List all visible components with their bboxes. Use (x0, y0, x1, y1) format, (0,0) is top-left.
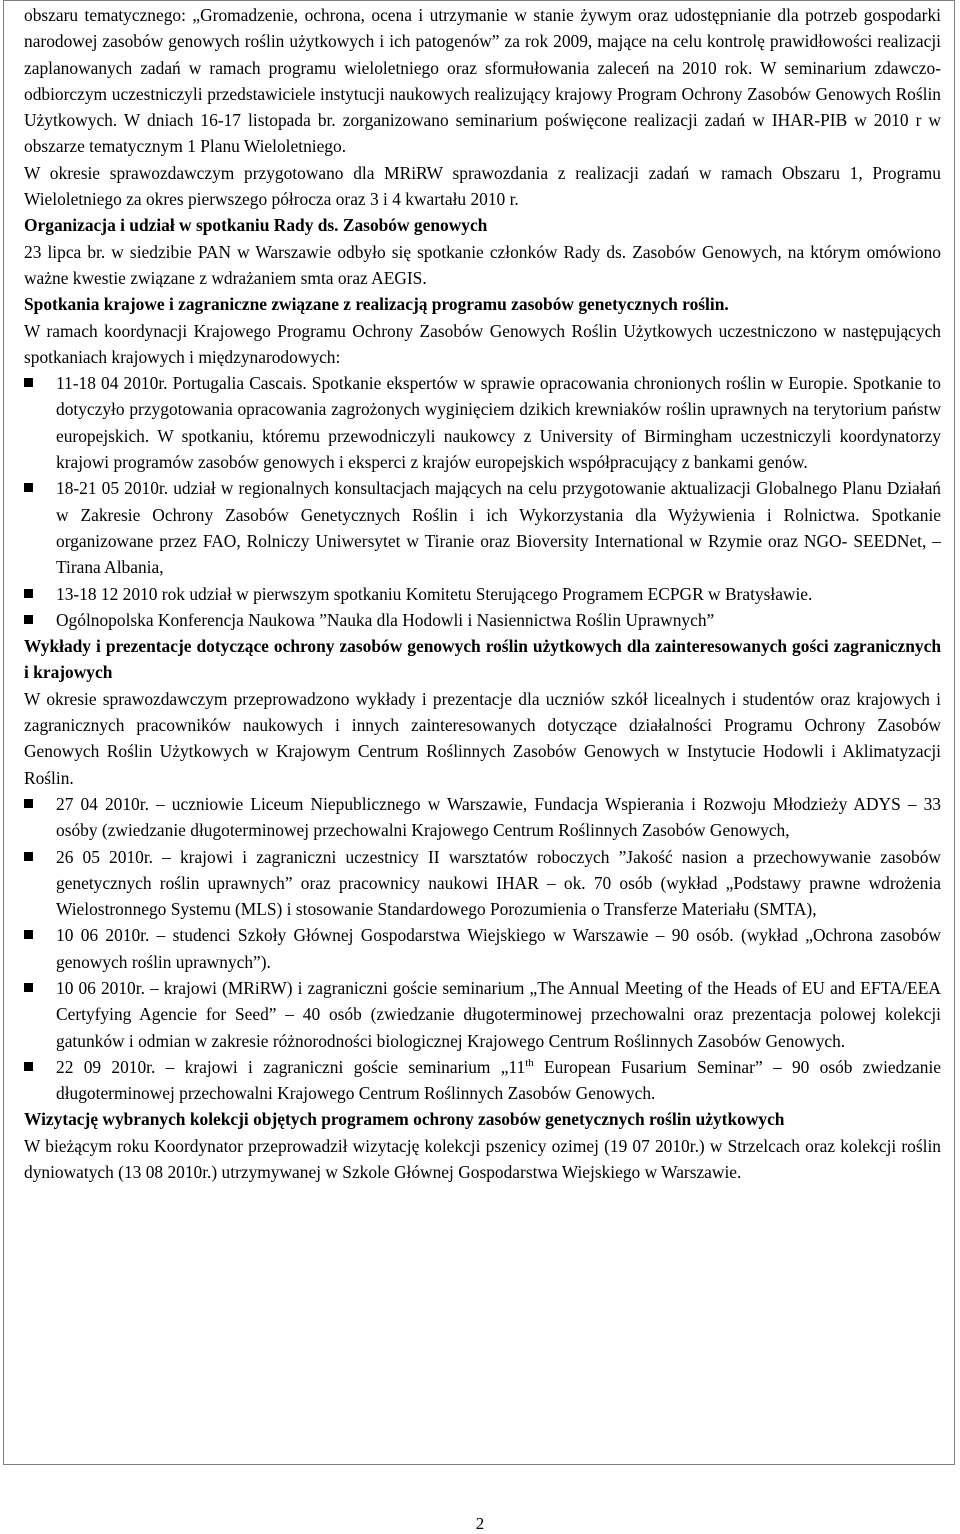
wyklady-heading: Wykłady i prezentacje dotyczące ochrony zasobów genowych roślin użytkowych dla zainteresowanych gości zagranicznych i krajowych (24, 636, 941, 683)
square-bullet-icon (24, 852, 33, 861)
square-bullet-icon (24, 483, 33, 492)
square-bullet-icon (24, 378, 33, 387)
square-bullet-icon (24, 799, 33, 808)
spotkania-intro: W ramach koordynacji Krajowego Programu Ochrony Zasobów Genowych Roślin Użytkowych uczestniczono w następujących spotkaniach krajowych i międzynarodowych: (24, 320, 941, 367)
list-item: 13-18 12 2010 rok udział w pierwszym spotkaniu Komitetu Sterującego Programem ECPGR w Bratysławie. (24, 581, 941, 607)
intro-paragraph-2: W okresie sprawozdawczym przygotowano dla MRiRW sprawozdania z realizacji zadań w ramach Obszaru 1, Programu Wieloletniego za okres pierwszego półrocza oraz 3 i 4 kwartału 2010 r. (24, 162, 941, 210)
rada-heading: Organizacja i udział w spotkaniu Rady ds. Zasobów genowych (24, 215, 488, 236)
page-number: 2 (475, 1514, 485, 1533)
square-bullet-icon (24, 615, 33, 624)
intro-paragraph-1: obszaru tematycznego: „Gromadzenie, ochrona, ocena i utrzymanie w stanie żywym oraz udostępnianie dla potrzeb gospodarki narodowej zasobów genowych roślin użytkowych i ich patogenów” za rok 2009, mające na celu kontrolę prawidłowości realizacji zaplanowanych zadań w ramach programu wieloletniego oraz sformułowania zaleceń na 2010 rok. W seminarium zdawczo-odbiorczym uczestniczyli przedstawiciele instytucji naukowych realizujący krajowy Program Ochrony Zasobów Genowych Roślin Użytkowych. W dniach 16-17 listopada br. zorganizowano seminarium poświęcone realizacji zadań w IHAR-PIB w 2010 r w obszarze tematycznym 1 Planu Wieloletniego. (24, 5, 941, 157)
spotkania-heading: Spotkania krajowe i zagraniczne związane z realizacją programu zasobów genetycznych roślin. (24, 294, 729, 315)
list-item: 26 05 2010r. – krajowi i zagraniczni uczestnicy II warsztatów roboczych ”Jakość nasion a przechowywanie zasobów genetycznych roślin uprawnych” oraz pracownicy naukowi IHAR – ok. 70 osób (wykład „Podstawy prawne wdrożenia Wielostronnego Systemu (MLS) i stosowanie Standardowego Porozumienia o Transferze Materiału (SMTA), (24, 844, 941, 923)
square-bullet-icon (24, 589, 33, 598)
wyklady-intro: W okresie sprawozdawczym przeprowadzono wykłady i prezentacje dla uczniów szkół licealnych i studentów oraz krajowych i zagranicznych pracowników naukowych i innych zainteresowanych dotyczące działalności Programu Ochrony Zasobów Genowych Roślin Użytkowych w Krajowym Centrum Roślinnych Zasobów Genowych w Instytucie Hodowli i Aklimatyzacji Roślin. (24, 688, 941, 788)
wizytacje-heading: Wizytację wybranych kolekcji objętych programem ochrony zasobów genetycznych roślin użytkowych (24, 1109, 785, 1130)
list-item: 27 04 2010r. – uczniowie Liceum Niepublicznego w Warszawie, Fundacja Wspierania i Rozwoju Młodzieży ADYS – 33 osóby (zwiedzanie długoterminowej przechowalni Krajowego Centrum Roślinnych Zasobów Genowych, (24, 791, 941, 844)
list-item: 10 06 2010r. – studenci Szkoły Głównej Gospodarstwa Wiejskiego w Warszawie – 90 osób. (wykład „Ochrona zasobów genowych roślin uprawnych”). (24, 922, 941, 975)
square-bullet-icon (24, 983, 33, 992)
list-item: 18-21 05 2010r. udział w regionalnych konsultacjach mających na celu przygotowanie aktualizacji Globalnego Planu Działań w Zakresie Ochrony Zasobów Genetycznych Roślin i ich Wykorzystania dla Wyżywienia i Rolnictwa. Spotkanie organizowane przez FAO, Rolniczy Uniwersytet w Tiranie oraz Bioversity International w Rzymie oraz NGO- SEEDNet, – Tirana Albania, (24, 475, 941, 580)
wizytacje-text: W bieżącym roku Koordynator przeprowadził wizytację kolekcji pszenicy ozimej (19 07 2010r.) w Strzelcach oraz kolekcji roślin dyniowatych (13 08 2010r.) utrzymywanej w Szkole Głównej Gospodarstwa Wiejskiego w Warszawie. (24, 1135, 941, 1183)
list-item: 10 06 2010r. – krajowi (MRiRW) i zagraniczni goście seminarium „The Annual Meeting of the Heads of EU and EFTA/EEA Certyfying Agencie for Seed” – 40 osób (zwiedzanie długoterminowej przechowalni oraz prezentacja polowej kolekcji gatunków i odmian w zakresie różnorodności biologicznej Krajowego Centrum Roślinnych Zasobów Genowych. (24, 975, 941, 1054)
list-item: 22 09 2010r. – krajowi i zagraniczni goście seminarium „11th European Fusarium Seminar” – 90 osób zwiedzanie długoterminowej przechowalni Krajowego Centrum Roślinnych Zasobów Genowych. (24, 1054, 941, 1107)
rada-text: 23 lipca br. w siedzibie PAN w Warszawie odbyło się spotkanie członków Rady ds. Zasobów Genowych, na którym omówiono ważne kwestie związane z wdrażaniem smta oraz AEGIS. (24, 241, 941, 288)
list-item: 11-18 04 2010r. Portugalia Cascais. Spotkanie ekspertów w sprawie opracowania chronionych roślin w Europie. Spotkanie to dotyczyło przygotowania opracowania zagrożonych wyginięciem dzikich krewniaków roślin uprawnych na terytorium państw europejskich. W spotkaniu, któremu przewodniczyli naukowcy z University of Birmingham uczestniczyli koordynatorzy krajowi programów zasobów genowych i eksperci z krajów europejskich współpracujący z bankami genów. (24, 370, 941, 475)
wyklady-list (24, 791, 941, 1107)
square-bullet-icon (24, 930, 33, 939)
list-item: Ogólnopolska Konferencja Naukowa ”Nauka dla Hodowli i Nasiennictwa Roślin Uprawnych” (24, 607, 941, 633)
document-page (3, 0, 955, 1465)
square-bullet-icon (24, 1062, 33, 1071)
spotkania-list (24, 370, 941, 633)
